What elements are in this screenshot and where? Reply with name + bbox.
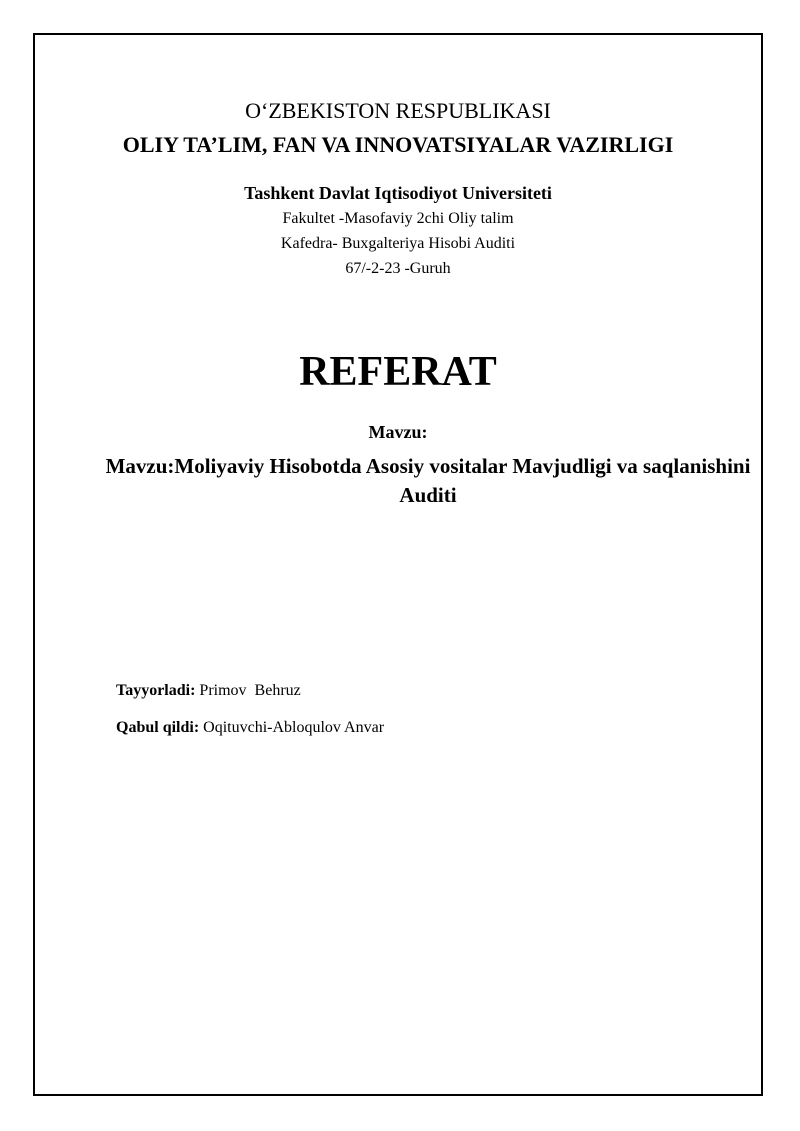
topic-label: Mavzu: [368, 422, 428, 442]
prepared-by-label: Tayyorladi: [116, 682, 196, 699]
accepted-by-label: Qabul qildi: [116, 719, 200, 736]
prepared-by-name: Primov Behruz [199, 682, 301, 699]
topic-title: Mavzu:Moliyaviy Hisobotda Asosiy vositalar Mavjudligi va saqlanishini Auditi [105, 454, 751, 507]
document-type-title: REFERAT [299, 349, 497, 395]
department-name: Kafedra- Buxgalteriya Hisobi Auditi [280, 235, 516, 252]
accepted-by-line [116, 718, 384, 738]
accepted-by-name: Oqituvchi-Abloqulov Anvar [203, 719, 385, 736]
prepared-by-line [116, 681, 301, 701]
faculty-name: Fakultet -Masofaviy 2chi Oliy talim [282, 210, 514, 227]
ministry-title: OLIY TA’LIM, FAN VA INNOVATSIYALAR VAZIRLIGI [122, 132, 674, 157]
group-number: 67/-2-23 -Guruh [345, 260, 451, 277]
university-name: Tashkent Davlat Iqtisodiyot Universiteti [244, 183, 552, 203]
republic-title: O‘ZBEKISTON RESPUBLIKASI [245, 98, 551, 123]
